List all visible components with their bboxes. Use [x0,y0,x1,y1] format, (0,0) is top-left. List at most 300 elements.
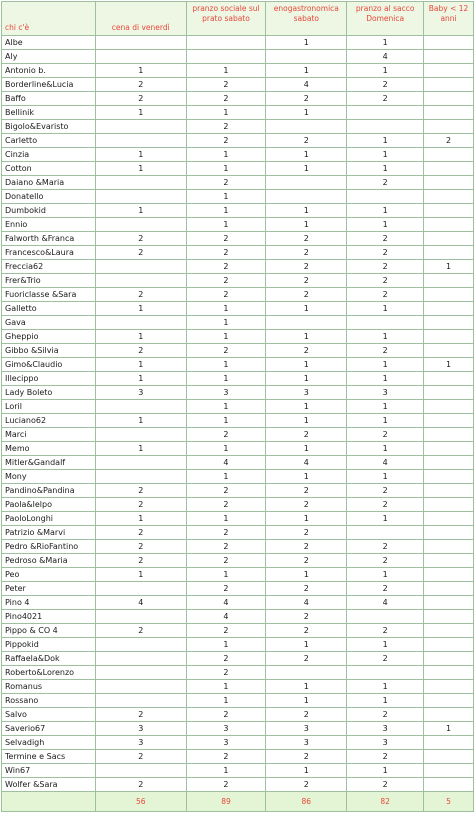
count-cell[interactable]: 3 [186,386,266,400]
count-cell[interactable]: 1 [186,64,266,78]
count-cell[interactable]: 1 [95,204,186,218]
count-cell[interactable]: 2 [266,498,347,512]
guest-name-cell[interactable]: PaoloLonghi [2,512,96,526]
count-cell[interactable]: 1 [266,218,347,232]
guest-name-cell[interactable]: Rossano [2,694,96,708]
count-cell[interactable] [95,582,186,596]
count-cell[interactable]: 2 [95,708,186,722]
count-cell[interactable] [424,50,474,64]
count-cell[interactable]: 2 [266,232,347,246]
count-cell[interactable]: 2 [347,484,424,498]
count-cell[interactable] [424,190,474,204]
count-cell[interactable] [424,764,474,778]
count-cell[interactable]: 1 [95,442,186,456]
count-cell[interactable] [424,78,474,92]
guest-name-cell[interactable]: Baffo [2,92,96,106]
count-cell[interactable] [347,526,424,540]
total-cell-label[interactable] [2,792,96,812]
count-cell[interactable] [424,64,474,78]
count-cell[interactable]: 1 [266,302,347,316]
count-cell[interactable]: 2 [186,778,266,792]
count-cell[interactable]: 1 [186,358,266,372]
count-cell[interactable]: 2 [266,778,347,792]
count-cell[interactable] [95,666,186,680]
count-cell[interactable]: 2 [186,540,266,554]
count-cell[interactable] [424,414,474,428]
count-cell[interactable]: 1 [424,358,474,372]
count-cell[interactable]: 2 [347,260,424,274]
count-cell[interactable]: 2 [95,484,186,498]
header-cell-sunday-packed-lunch[interactable]: pranzo al sacco Domenica [347,2,424,36]
count-cell[interactable]: 2 [95,232,186,246]
count-cell[interactable]: 4 [186,596,266,610]
count-cell[interactable] [347,120,424,134]
count-cell[interactable]: 2 [186,246,266,260]
count-cell[interactable]: 1 [186,330,266,344]
count-cell[interactable]: 2 [266,92,347,106]
count-cell[interactable]: 2 [95,78,186,92]
count-cell[interactable] [424,554,474,568]
count-cell[interactable] [424,386,474,400]
count-cell[interactable] [424,470,474,484]
guest-name-cell[interactable]: Win67 [2,764,96,778]
count-cell[interactable] [424,274,474,288]
count-cell[interactable] [424,736,474,750]
count-cell[interactable]: 4 [95,596,186,610]
count-cell[interactable]: 1 [186,162,266,176]
count-cell[interactable]: 1 [186,372,266,386]
count-cell[interactable] [424,484,474,498]
count-cell[interactable]: 2 [186,666,266,680]
guest-name-cell[interactable]: Pedroso &Maria [2,554,96,568]
count-cell[interactable]: 1 [347,414,424,428]
count-cell[interactable]: 2 [95,526,186,540]
count-cell[interactable]: 1 [266,204,347,218]
count-cell[interactable] [424,638,474,652]
header-cell-who[interactable]: chi c'è [2,2,96,36]
guest-name-cell[interactable]: Cinzia [2,148,96,162]
count-cell[interactable]: 1 [347,400,424,414]
guest-name-cell[interactable]: Bigolo&Evaristo [2,120,96,134]
count-cell[interactable]: 1 [186,568,266,582]
count-cell[interactable]: 2 [347,708,424,722]
count-cell[interactable]: 1 [266,638,347,652]
count-cell[interactable]: 1 [347,218,424,232]
guest-name-cell[interactable]: Donatello [2,190,96,204]
count-cell[interactable] [95,694,186,708]
count-cell[interactable] [266,176,347,190]
guest-name-cell[interactable]: Salvo [2,708,96,722]
count-cell[interactable]: 1 [347,680,424,694]
count-cell[interactable] [424,568,474,582]
count-cell[interactable]: 1 [186,638,266,652]
count-cell[interactable] [424,400,474,414]
count-cell[interactable]: 1 [347,204,424,218]
count-cell[interactable] [95,120,186,134]
guest-name-cell[interactable]: Francesco&Laura [2,246,96,260]
count-cell[interactable]: 1 [95,162,186,176]
count-cell[interactable]: 1 [347,64,424,78]
guest-name-cell[interactable]: Roberto&Lorenzo [2,666,96,680]
guest-name-cell[interactable]: Albe [2,36,96,50]
count-cell[interactable]: 2 [424,134,474,148]
count-cell[interactable]: 1 [266,36,347,50]
count-cell[interactable]: 2 [266,540,347,554]
count-cell[interactable]: 1 [95,302,186,316]
count-cell[interactable]: 1 [266,330,347,344]
guest-name-cell[interactable]: Selvadigh [2,736,96,750]
count-cell[interactable]: 1 [266,764,347,778]
count-cell[interactable]: 2 [186,624,266,638]
count-cell[interactable]: 1 [266,470,347,484]
count-cell[interactable]: 1 [95,330,186,344]
guest-name-cell[interactable]: Pandino&Pandina [2,484,96,498]
count-cell[interactable]: 2 [186,176,266,190]
count-cell[interactable]: 1 [95,106,186,120]
guest-name-cell[interactable]: Carletto [2,134,96,148]
guest-name-cell[interactable]: Paola&lelpo [2,498,96,512]
count-cell[interactable]: 2 [347,428,424,442]
count-cell[interactable]: 1 [186,442,266,456]
count-cell[interactable]: 1 [347,764,424,778]
count-cell[interactable]: 2 [186,120,266,134]
count-cell[interactable] [424,36,474,50]
count-cell[interactable] [424,512,474,526]
guest-name-cell[interactable]: Antonio b. [2,64,96,78]
count-cell[interactable]: 1 [186,414,266,428]
guest-name-cell[interactable]: Gheppio [2,330,96,344]
count-cell[interactable] [424,526,474,540]
guest-name-cell[interactable]: Termine e Sacs [2,750,96,764]
count-cell[interactable]: 2 [266,610,347,624]
count-cell[interactable]: 1 [186,190,266,204]
count-cell[interactable]: 1 [266,442,347,456]
count-cell[interactable] [424,750,474,764]
guest-name-cell[interactable]: Galletto [2,302,96,316]
guest-name-cell[interactable]: Mony [2,470,96,484]
count-cell[interactable]: 1 [186,106,266,120]
guest-name-cell[interactable]: Lady Boleto [2,386,96,400]
count-cell[interactable]: 3 [95,386,186,400]
count-cell[interactable] [95,456,186,470]
guest-name-cell[interactable]: Pino4021 [2,610,96,624]
count-cell[interactable] [424,610,474,624]
count-cell[interactable]: 1 [347,302,424,316]
guest-name-cell[interactable]: Gimo&Claudio [2,358,96,372]
count-cell[interactable]: 2 [95,246,186,260]
count-cell[interactable]: 1 [347,330,424,344]
guest-name-cell[interactable]: Patrizio &Marvi [2,526,96,540]
count-cell[interactable] [424,316,474,330]
count-cell[interactable]: 2 [186,428,266,442]
count-cell[interactable] [95,218,186,232]
count-cell[interactable]: 2 [95,288,186,302]
count-cell[interactable]: 1 [347,470,424,484]
count-cell[interactable]: 1 [347,358,424,372]
count-cell[interactable]: 2 [347,344,424,358]
count-cell[interactable] [424,288,474,302]
count-cell[interactable]: 2 [266,134,347,148]
count-cell[interactable] [95,470,186,484]
count-cell[interactable]: 2 [95,540,186,554]
guest-name-cell[interactable]: Pippokid [2,638,96,652]
count-cell[interactable] [95,400,186,414]
count-cell[interactable]: 2 [266,428,347,442]
count-cell[interactable] [424,204,474,218]
count-cell[interactable] [95,176,186,190]
count-cell[interactable]: 2 [266,344,347,358]
count-cell[interactable]: 1 [95,372,186,386]
guest-name-cell[interactable]: Bellinik [2,106,96,120]
count-cell[interactable]: 2 [347,652,424,666]
header-cell-friday-dinner[interactable]: cena di venerdì [95,2,186,36]
count-cell[interactable] [424,666,474,680]
guest-name-cell[interactable]: Luciano62 [2,414,96,428]
count-cell[interactable]: 1 [186,764,266,778]
count-cell[interactable]: 4 [266,78,347,92]
count-cell[interactable]: 2 [347,176,424,190]
count-cell[interactable]: 2 [186,498,266,512]
count-cell[interactable]: 1 [347,162,424,176]
count-cell[interactable]: 3 [95,736,186,750]
guest-name-cell[interactable]: Dumbokid [2,204,96,218]
guest-name-cell[interactable]: Loril [2,400,96,414]
count-cell[interactable] [95,36,186,50]
count-cell[interactable]: 2 [186,260,266,274]
count-cell[interactable]: 1 [186,400,266,414]
count-cell[interactable]: 1 [186,316,266,330]
guest-name-cell[interactable]: Peo [2,568,96,582]
guest-name-cell[interactable]: Ennio [2,218,96,232]
count-cell[interactable]: 2 [186,274,266,288]
count-cell[interactable]: 2 [186,344,266,358]
guest-name-cell[interactable]: Raffaela&Dok [2,652,96,666]
count-cell[interactable]: 1 [266,372,347,386]
count-cell[interactable]: 2 [186,526,266,540]
guest-name-cell[interactable]: Pedro &RioFantino [2,540,96,554]
count-cell[interactable]: 1 [95,568,186,582]
count-cell[interactable] [347,106,424,120]
header-cell-saturday-food-tour[interactable]: enogastronomica sabato [266,2,347,36]
count-cell[interactable] [424,694,474,708]
guest-name-cell[interactable]: Pippo & CO 4 [2,624,96,638]
count-cell[interactable]: 1 [266,106,347,120]
count-cell[interactable] [186,36,266,50]
count-cell[interactable]: 2 [95,778,186,792]
count-cell[interactable] [424,442,474,456]
guest-name-cell[interactable]: Gibbo &Silvia [2,344,96,358]
guest-name-cell[interactable]: Borderline&Lucia [2,78,96,92]
count-cell[interactable] [424,498,474,512]
count-cell[interactable] [424,106,474,120]
total-cell-saturday-lunch[interactable]: 89 [186,792,266,812]
count-cell[interactable]: 1 [186,680,266,694]
count-cell[interactable]: 2 [266,484,347,498]
count-cell[interactable]: 2 [186,92,266,106]
count-cell[interactable]: 1 [95,148,186,162]
count-cell[interactable] [266,120,347,134]
count-cell[interactable] [424,148,474,162]
count-cell[interactable]: 2 [266,554,347,568]
header-cell-saturday-lunch[interactable]: pranzo sociale sul prato sabato [186,2,266,36]
count-cell[interactable]: 2 [95,344,186,358]
count-cell[interactable]: 4 [266,596,347,610]
count-cell[interactable]: 1 [186,302,266,316]
count-cell[interactable]: 2 [266,260,347,274]
count-cell[interactable]: 1 [424,722,474,736]
count-cell[interactable]: 4 [347,50,424,64]
count-cell[interactable]: 2 [347,540,424,554]
count-cell[interactable] [95,764,186,778]
count-cell[interactable] [424,176,474,190]
count-cell[interactable] [424,120,474,134]
count-cell[interactable]: 2 [347,750,424,764]
count-cell[interactable]: 1 [266,358,347,372]
count-cell[interactable] [424,540,474,554]
count-cell[interactable]: 2 [95,554,186,568]
count-cell[interactable] [424,456,474,470]
guest-name-cell[interactable]: Gava [2,316,96,330]
count-cell[interactable]: 2 [347,274,424,288]
count-cell[interactable]: 2 [347,498,424,512]
count-cell[interactable]: 4 [347,596,424,610]
count-cell[interactable]: 2 [266,582,347,596]
count-cell[interactable]: 1 [186,512,266,526]
count-cell[interactable]: 1 [266,414,347,428]
count-cell[interactable]: 3 [347,386,424,400]
guest-name-cell[interactable]: Memo [2,442,96,456]
count-cell[interactable]: 1 [424,260,474,274]
count-cell[interactable]: 2 [95,624,186,638]
count-cell[interactable]: 1 [266,64,347,78]
count-cell[interactable] [424,344,474,358]
count-cell[interactable] [424,92,474,106]
count-cell[interactable]: 1 [266,400,347,414]
count-cell[interactable]: 2 [347,92,424,106]
count-cell[interactable]: 1 [266,148,347,162]
count-cell[interactable]: 1 [347,148,424,162]
guest-name-cell[interactable]: Mitler&Gandalf [2,456,96,470]
count-cell[interactable] [424,708,474,722]
count-cell[interactable] [424,582,474,596]
count-cell[interactable]: 1 [347,36,424,50]
count-cell[interactable] [424,428,474,442]
count-cell[interactable] [186,50,266,64]
count-cell[interactable]: 2 [347,246,424,260]
header-cell-baby[interactable]: Baby < 12 anni [424,2,474,36]
count-cell[interactable]: 1 [266,512,347,526]
guest-name-cell[interactable]: Freccia62 [2,260,96,274]
count-cell[interactable] [95,260,186,274]
count-cell[interactable]: 2 [186,78,266,92]
count-cell[interactable] [424,680,474,694]
count-cell[interactable]: 1 [186,204,266,218]
count-cell[interactable]: 2 [266,246,347,260]
count-cell[interactable]: 3 [95,722,186,736]
count-cell[interactable]: 2 [266,274,347,288]
count-cell[interactable]: 1 [347,568,424,582]
count-cell[interactable]: 2 [347,778,424,792]
guest-name-cell[interactable]: Saverio67 [2,722,96,736]
guest-name-cell[interactable]: Illecippo [2,372,96,386]
count-cell[interactable]: 1 [347,638,424,652]
count-cell[interactable]: 1 [95,512,186,526]
count-cell[interactable]: 3 [266,386,347,400]
count-cell[interactable]: 3 [347,722,424,736]
count-cell[interactable]: 2 [347,232,424,246]
count-cell[interactable]: 2 [266,526,347,540]
count-cell[interactable]: 2 [266,288,347,302]
count-cell[interactable] [424,778,474,792]
count-cell[interactable] [347,610,424,624]
count-cell[interactable]: 1 [186,470,266,484]
count-cell[interactable] [95,652,186,666]
count-cell[interactable] [424,302,474,316]
count-cell[interactable]: 1 [347,512,424,526]
total-cell-sunday-packed-lunch[interactable]: 82 [347,792,424,812]
count-cell[interactable]: 4 [347,456,424,470]
count-cell[interactable] [95,50,186,64]
count-cell[interactable] [266,666,347,680]
guest-name-cell[interactable]: Wolfer &Sara [2,778,96,792]
guest-name-cell[interactable]: Cotton [2,162,96,176]
total-cell-baby[interactable]: 5 [424,792,474,812]
count-cell[interactable]: 2 [186,288,266,302]
count-cell[interactable]: 1 [266,694,347,708]
count-cell[interactable]: 2 [347,554,424,568]
total-cell-saturday-food-tour[interactable]: 86 [266,792,347,812]
count-cell[interactable]: 2 [186,134,266,148]
count-cell[interactable]: 1 [347,694,424,708]
count-cell[interactable] [95,638,186,652]
count-cell[interactable]: 3 [266,736,347,750]
count-cell[interactable]: 2 [266,624,347,638]
count-cell[interactable]: 1 [347,442,424,456]
count-cell[interactable]: 2 [186,582,266,596]
guest-name-cell[interactable]: Marci [2,428,96,442]
count-cell[interactable]: 2 [347,78,424,92]
count-cell[interactable] [424,218,474,232]
count-cell[interactable]: 2 [95,750,186,764]
total-cell-friday-dinner[interactable]: 56 [95,792,186,812]
guest-name-cell[interactable]: Falworth &Franca [2,232,96,246]
count-cell[interactable]: 2 [186,554,266,568]
count-cell[interactable]: 2 [186,652,266,666]
count-cell[interactable]: 4 [186,610,266,624]
count-cell[interactable]: 2 [186,232,266,246]
count-cell[interactable] [424,596,474,610]
count-cell[interactable] [95,610,186,624]
count-cell[interactable]: 2 [95,498,186,512]
count-cell[interactable]: 2 [266,652,347,666]
count-cell[interactable] [424,652,474,666]
count-cell[interactable]: 2 [347,624,424,638]
count-cell[interactable]: 1 [266,568,347,582]
count-cell[interactable] [347,666,424,680]
count-cell[interactable]: 4 [186,456,266,470]
count-cell[interactable]: 2 [347,582,424,596]
count-cell[interactable]: 2 [186,484,266,498]
count-cell[interactable]: 3 [186,736,266,750]
count-cell[interactable]: 1 [186,148,266,162]
count-cell[interactable]: 1 [266,680,347,694]
count-cell[interactable]: 2 [266,750,347,764]
count-cell[interactable]: 4 [266,456,347,470]
count-cell[interactable] [266,50,347,64]
count-cell[interactable] [95,274,186,288]
count-cell[interactable]: 1 [95,358,186,372]
count-cell[interactable]: 1 [266,162,347,176]
